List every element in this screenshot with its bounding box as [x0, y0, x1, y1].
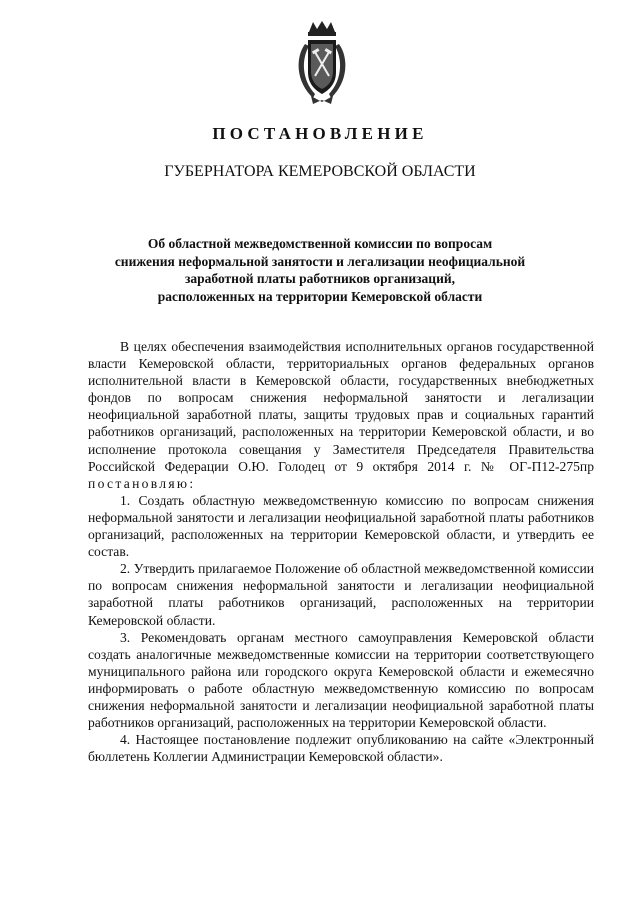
decree-word: постановляю:: [88, 475, 196, 491]
heading-line: заработной платы работников организаций,: [184, 271, 456, 287]
heading-line: снижения неформальной занятости и легализации неофициальной: [114, 253, 526, 269]
preamble-paragraph: В целях обеспечения взаимодействия исполнительных органов государственной власти Кемеровской области, территориальных органов федеральных органов исполнительной власти в Кемеровской области, государственных внебюджетных фондов по вопросам снижения неформальной занятости и легализации неофициальной заработной платы, защиты трудовых прав и социальных гарантий работников организаций, расположенных на территории Кемеровской области, и во исполнение протокола совещания у Заместителя Председателя Правительства Российской Федерации О.Ю. Голодец от 9 октября 2014 г. № ОГ-П12-275пр: [88, 339, 594, 474]
document-title: ПОСТАНОВЛЕНИЕ: [212, 124, 428, 143]
list-item: 4. Настоящее постановление подлежит опубликованию на сайте «Электронный бюллетень Коллегии Администрации Кемеровской области».: [88, 732, 594, 765]
coat-of-arms-kemerovo-icon: [293, 20, 351, 106]
document-issuer: ГУБЕРНАТОРА КЕМЕРОВСКОЙ ОБЛАСТИ: [164, 163, 476, 180]
document-heading: [80, 235, 560, 305]
list-item: 2. Утвердить прилагаемое Положение об областной межведомственной комиссии по вопросам снижения неформальной занятости и легализации неофициальной заработной платы работников организаций, расположенных на территории Кемеровской области.: [88, 561, 594, 628]
document-body: [88, 338, 594, 765]
heading-line: Об областной межведомственной комиссии по вопросам: [147, 236, 493, 251]
list-item: 3. Рекомендовать органам местного самоуправления Кемеровской области создать аналогичные межведомственные комиссии на территории соответствующего муниципального района или городского округа Кемеровской области и ежемесячно информировать о работе областную межведомственную комиссию по вопросам снижения неформальной занятости и легализации неофициальной заработной платы работников организаций, расположенных на территории Кемеровской области.: [88, 629, 594, 731]
heading-line: расположенных на территории Кемеровской области: [157, 288, 483, 304]
list-item: 1. Создать областную межведомственную комиссию по вопросам снижения неформальной занятости и легализации неофициальной заработной платы работников организаций, расположенных на территории Кемеровской области, и утвердить ее состав.: [88, 492, 594, 560]
